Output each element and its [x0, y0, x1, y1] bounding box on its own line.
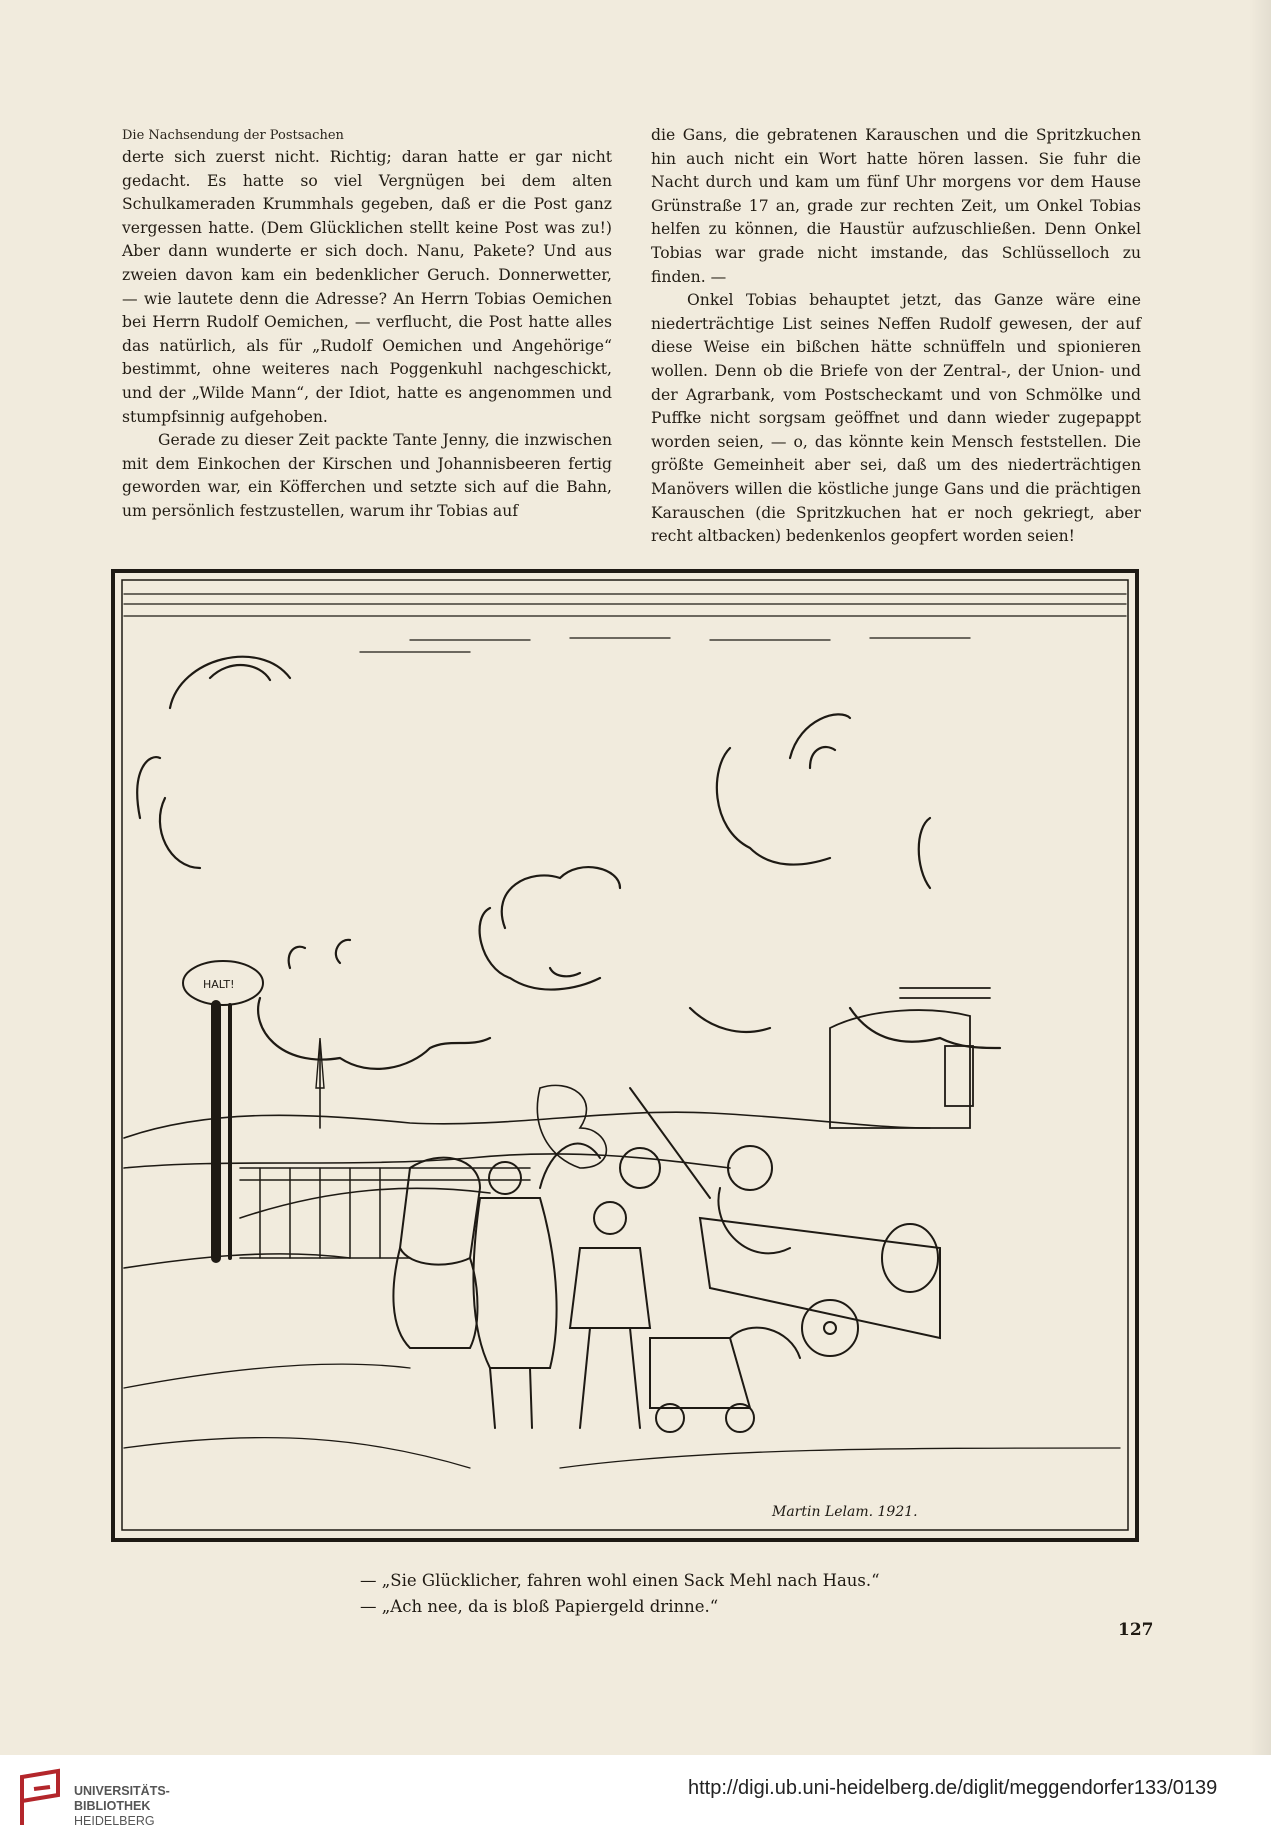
artist-signature: Martin Lelam. 1921.: [772, 1504, 918, 1520]
illustration-frame: [113, 571, 1137, 1540]
caption-line: — „Sie Glücklicher, fahren wohl einen Sack Mehl nach Haus.“: [360, 1571, 880, 1590]
paragraph: Gerade zu dieser Zeit packte Tante Jenny, die inzwischen mit dem Einkochen der Kirschen und Johannisbeeren fertig geworden war, ein Köfferchen und setzte sich auf die Bahn, um persönlich festzustellen, warum ihr Tobias auf: [122, 431, 612, 520]
cart: [650, 1218, 940, 1432]
people: [393, 1088, 790, 1428]
water-tower: [830, 988, 990, 1128]
clouds: [137, 657, 1000, 1069]
text-column-right: [651, 124, 1141, 549]
illustration: [110, 568, 1140, 1543]
library-footer: [0, 1755, 1271, 1847]
paragraph: die Gans, die gebratenen Karauschen und die Spritzkuchen hin auch nicht ein Wort hatte hören lassen. Sie fuhr die Nacht durch und kam um fünf Uhr morgens vor dem Hause Grünstraße 17 an, grade zur rechten Zeit, um Onkel Tobias helfen zu können, die Haustür aufzuschließen. Denn Onkel Tobias war grade nicht imstande, das Schlüsselloch zu finden. —: [651, 126, 1141, 286]
paragraph: Onkel Tobias behauptet jetzt, das Ganze wäre eine niederträchtige List seines Neffen Rudolf gewesen, der auf diese Weise ein bißchen hätte schnüffeln und spionieren wollen. Denn ob die Briefe von der Zentral-, der Union- und der Agrarbank, vom Postscheckamt und von Schmölke und Puffke nicht sorgsam geöffnet und dann wieder zugepappt worden seien, — o, das könnte kein Mensch feststellen. Die größte Gemeinheit aber sei, daß um des niederträchtigen Manövers willen die köstliche junge Gans und die prächtigen Karauschen (die Spritzkuchen hat er noch gekriegt, aber recht altbacken) bedenkenlos geopfert worden seien!: [651, 291, 1141, 546]
permalink[interactable]: http://digi.ub.uni-heidelberg.de/diglit/meggendorfer133/0139: [688, 1777, 1218, 1799]
illustration-caption: [360, 1568, 880, 1620]
text-column-left: [122, 146, 612, 524]
library-name[interactable]: UNIVERSITÄTS- BIBLIOTHEK HEIDELBERG: [74, 1784, 170, 1828]
landscape: [124, 1038, 930, 1268]
running-header: Die Nachsendung der Postsachen: [122, 128, 344, 143]
halt-sign-text: HALT!: [203, 978, 235, 991]
road: [124, 1364, 1120, 1468]
page-number: 127: [1118, 1620, 1154, 1640]
fence: [240, 1168, 530, 1258]
halt-sign: [183, 961, 263, 1258]
sky-hatching: [124, 594, 1126, 652]
paragraph: derte sich zuerst nicht. Richtig; daran hatte er gar nicht gedacht. Es hatte so viel Vergnügen bei dem alten Schulkameraden Krummhals gegeben, daß er die Post ganz vergessen hatte. (Dem Glücklichen stellt keine Post was zu!) Aber dann wunderte er sich doch. Nanu, Pakete? Und aus zweien davon kam ein bedenklicher Geruch. Donnerwetter, — wie lautete denn die Adresse? An Herrn Tobias Oemichen bei Herrn Rudolf Oemichen, — verflucht, die Post hatte alles das natürlich, als für „Rudolf Oemichen und Angehörige“ bestimmt, ohne weiteres nach Poggenkuhl nachgeschickt, und der „Wilde Mann“, der Idiot, hatte es angenommen und stumpfsinnig aufgehoben.: [122, 148, 612, 426]
caption-line: — „Ach nee, da is bloß Papiergeld drinne.“: [360, 1597, 719, 1616]
library-logo-icon[interactable]: [14, 1767, 66, 1831]
